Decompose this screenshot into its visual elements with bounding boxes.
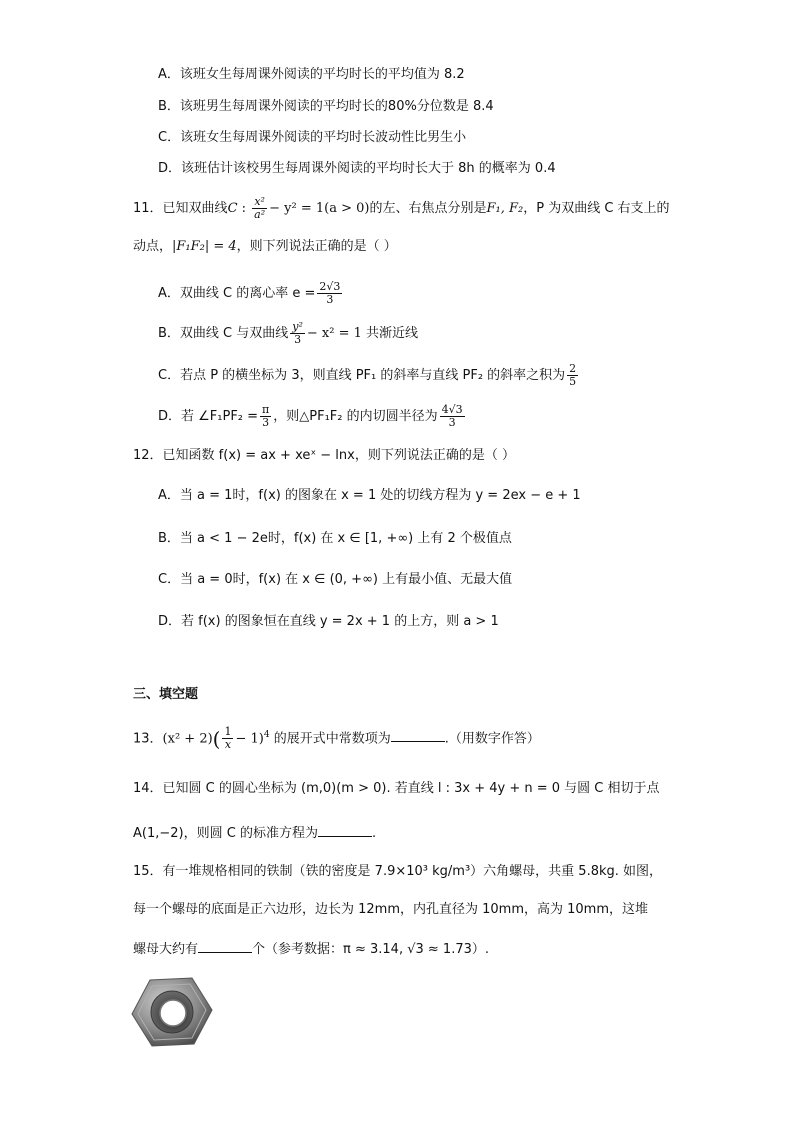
q11-eq-tail: − y² = 1(a > 0)	[269, 201, 370, 216]
q15-stem: 15．有一堆规格相同的铁制（铁的密度是 7.9×10³ kg/m³）六角螺母，共重 5.8kg. 如图，	[133, 864, 663, 879]
nut-hole	[160, 1000, 186, 1026]
q12-option-c: C．当 a = 0时，f(x) 在 x ∈ (0, +∞) 上有最小值、无最大值	[158, 572, 513, 587]
q11-frac-y2-3: $\frac{\text{y²}}{3}$	[292, 320, 303, 346]
q11-frac-x2-a2: $\frac{\text{x²}}{\text{a²}}$	[254, 195, 266, 221]
q10-option-c: C．该班女生每周课外阅读的平均时长波动性比男生小	[158, 130, 467, 145]
q12-number: 12．	[133, 448, 163, 463]
q11-option-c: C．若点 P 的横坐标为 3，则直线 PF₁ 的斜率与直线 PF₂ 的斜率之积为 $\frac{2}{5}$	[158, 362, 577, 388]
q11-dist: |F₁F₂| = 4	[172, 239, 237, 254]
q13-answer-blank[interactable]	[391, 727, 445, 742]
q13-number: 13．	[133, 731, 163, 747]
q13-stem: 13．(x² + 2)( $\frac{1}{x}$ − 1)$^4$ 的展开式中常数项为 .（用数字作答）	[133, 725, 540, 752]
q10-option-b: B．该班男生每周课外阅读的平均时长的80%分位数是 8.4	[158, 99, 494, 114]
q11-stem-b: 的左、右焦点分别是	[369, 201, 487, 216]
q15-stem-line2: 每一个螺母的底面是正六边形，边长为 12mm，内孔直径为 10mm，高为 10mm，这堆	[133, 902, 649, 917]
q12-option-a: A．当 a = 1时，f(x) 的图象在 x = 1 处的切线方程为 y = 2ex − e + 1	[158, 488, 581, 503]
q11-frac-c: $\frac{2}{5}$	[569, 362, 577, 388]
q15-number: 15．	[133, 864, 163, 879]
q11-frac-e: $\frac{2√3}{3}$	[319, 280, 341, 306]
q13-frac: $\frac{1}{x}$	[224, 725, 232, 752]
q11-stem: 11．已知双曲线C : $\frac{\text{x²}}{\text{a²}}$ − y² = 1(a > 0)的左、右焦点分别是F₁, F₂，P 为双曲线 C 右支上的	[133, 195, 670, 221]
hex-nut-image	[130, 976, 214, 1048]
q11-frac-r: $\frac{4√3}{3}$	[441, 403, 463, 429]
q14-number: 14．	[133, 781, 163, 796]
q10-option-d: D．该班估计该校男生每周课外阅读的平均时长大于 8h 的概率为 0.4	[158, 161, 556, 176]
q11-foci: F₁, F₂	[486, 201, 524, 216]
q14-stem-line2: A(1,−2)，则圆 C 的标准方程为 .	[133, 822, 376, 843]
section-fill-in-heading: 三、填空题	[133, 687, 199, 702]
q12-option-d: D．若 f(x) 的图象恒在直线 y = 2x + 1 的上方，则 a > 1	[158, 614, 499, 629]
q14-answer-blank[interactable]	[318, 822, 372, 837]
q11-option-a: A．双曲线 C 的离心率 e = $\frac{2√3}{3}$	[158, 280, 341, 306]
q11-curve: C	[227, 201, 238, 216]
q12-option-b: B．当 a < 1 − 2e时，f(x) 在 x ∈ [1, +∞) 上有 2 个极值点	[158, 531, 512, 546]
q10-option-a: A．该班女生每周课外阅读的平均时长的平均值为 8.2	[158, 67, 465, 82]
q11-stem-c: ，P 为双曲线 C 右支上的	[523, 201, 670, 216]
q11-stem-a: 已知双曲线	[162, 201, 228, 216]
q12-stem: 12．已知函数 f(x) = ax + xeˣ − lnx，则下列说法正确的是（ ）	[133, 448, 515, 463]
q11-stem-line2: 动点，|F₁F₂| = 4，则下列说法正确的是（ ）	[133, 239, 397, 254]
q15-answer-blank[interactable]	[198, 938, 252, 953]
q11-number: 11．	[133, 201, 163, 216]
q11-option-d: D．若 ∠F₁PF₂ = $\frac{\pi}{3}$ ，则△PF₁F₂ 的内切圆半径为 $\frac{4√3}{3}$	[158, 403, 463, 429]
q11-option-b: B．双曲线 C 与双曲线 $\frac{\text{y²}}{3}$ − x² = 1 共渐近线	[158, 320, 419, 346]
q11-frac-pi3: $\frac{\pi}{3}$	[262, 403, 270, 429]
q14-stem: 14．已知圆 C 的圆心坐标为 (m,0)(m > 0). 若直线 l : 3x + 4y + n = 0 与圆 C 相切于点	[133, 781, 660, 796]
q15-stem-line3: 螺母大约有 个（参考数据：π ≈ 3.14, √3 ≈ 1.73）.	[133, 938, 489, 959]
